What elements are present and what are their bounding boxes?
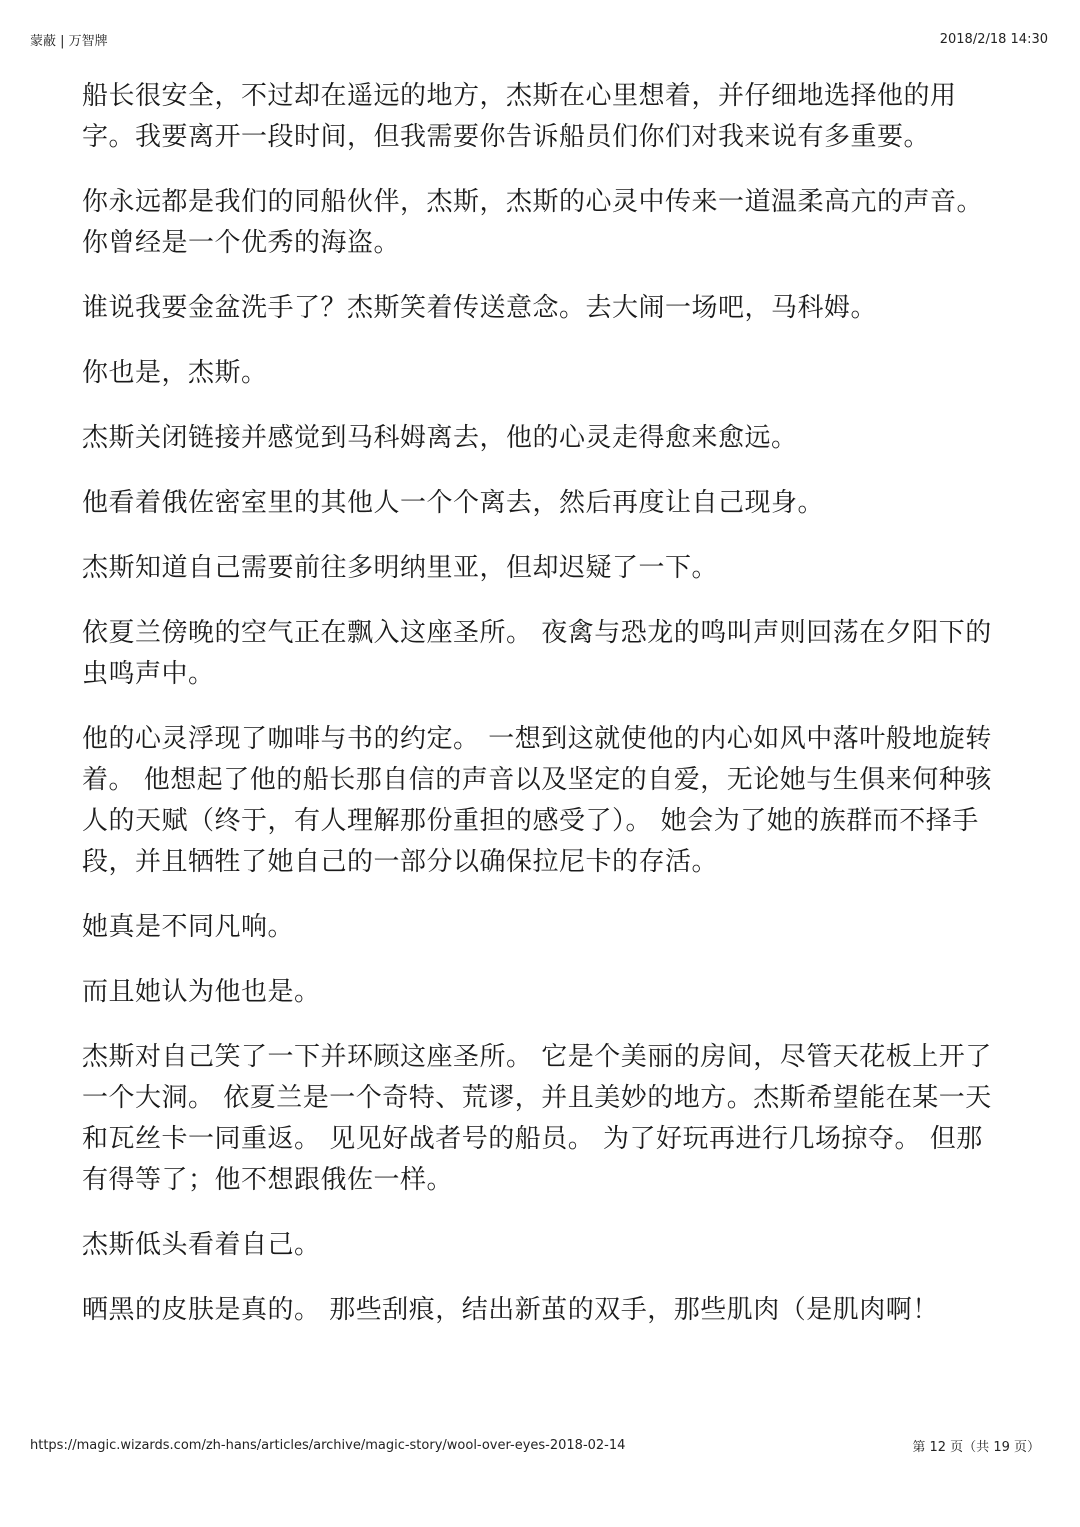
page-indicator: 第 12 页（共 19 页） <box>912 1439 1040 1455</box>
paragraph: 依夏兰傍晚的空气正在飘入这座圣所。 夜禽与恐龙的鸣叫声则回荡在夕阳下的虫鸣声中。 <box>82 618 992 689</box>
article-body <box>82 76 1002 1355</box>
paragraph: 杰斯知道自己需要前往多明纳里亚，但却迟疑了一下。 <box>82 553 719 583</box>
paragraph: 而且她认为他也是。 <box>82 977 321 1007</box>
paragraph: 船长很安全，不过却在遥远的地方，杰斯在心里想着，并仔细地选择他的用字。我要离开一段时间，但我需要你告诉船员们你们对我来说有多重要。 <box>82 81 957 152</box>
page-title: 蒙蔽 | 万智牌 <box>30 33 108 49</box>
print-datetime: 2018/2/18 14:30 <box>939 31 1048 47</box>
paragraph: 他的心灵浮现了咖啡与书的约定。 一想到这就使他的内心如风中落叶般地旋转着。 他想起了他的船长那自信的声音以及坚定的自爱，无论她与生俱来何种骇人的天赋（终于，有人理解那份重担的感受了）。 她会为了她的族群而不择手段，并且牺牲了她自己的一部分以确保拉尼卡的存活。 <box>82 724 992 877</box>
print-footer <box>30 1434 1040 1456</box>
paragraph: 她真是不同凡响。 <box>82 912 295 942</box>
paragraph: 杰斯关闭链接并感觉到马科姆离去，他的心灵走得愈来愈远。 <box>82 423 798 453</box>
source-url: https://magic.wizards.com/zh-hans/articles/archive/magic-story/wool-over-eyes-2018-02-14 <box>30 1437 626 1453</box>
paragraph: 他看着俄佐密室里的其他人一个个离去，然后再度让自己现身。 <box>82 488 825 518</box>
paragraph: 杰斯对自己笑了一下并环顾这座圣所。 它是个美丽的房间，尽管天花板上开了一个大洞。 依夏兰是一个奇特、荒谬，并且美妙的地方。杰斯希望能在某一天和瓦丝卡一同重返。 见见好战者号的船员。 为了好玩再进行几场掠夺。 但那有得等了；他不想跟俄佐一样。 <box>82 1042 992 1195</box>
paragraph: 你永远都是我们的同船伙伴，杰斯，杰斯的心灵中传来一道温柔高亢的声音。你曾经是一个优秀的海盗。 <box>82 187 984 258</box>
print-header <box>30 28 1048 50</box>
paragraph: 晒黑的皮肤是真的。 那些刮痕，结出新茧的双手，那些肌肉（是肌肉啊！ <box>82 1295 939 1325</box>
paragraph: 你也是，杰斯。 <box>82 358 268 388</box>
paragraph: 杰斯低头看着自己。 <box>82 1230 321 1260</box>
paragraph: 谁说我要金盆洗手了？杰斯笑着传送意念。去大闹一场吧，马科姆。 <box>82 293 878 323</box>
